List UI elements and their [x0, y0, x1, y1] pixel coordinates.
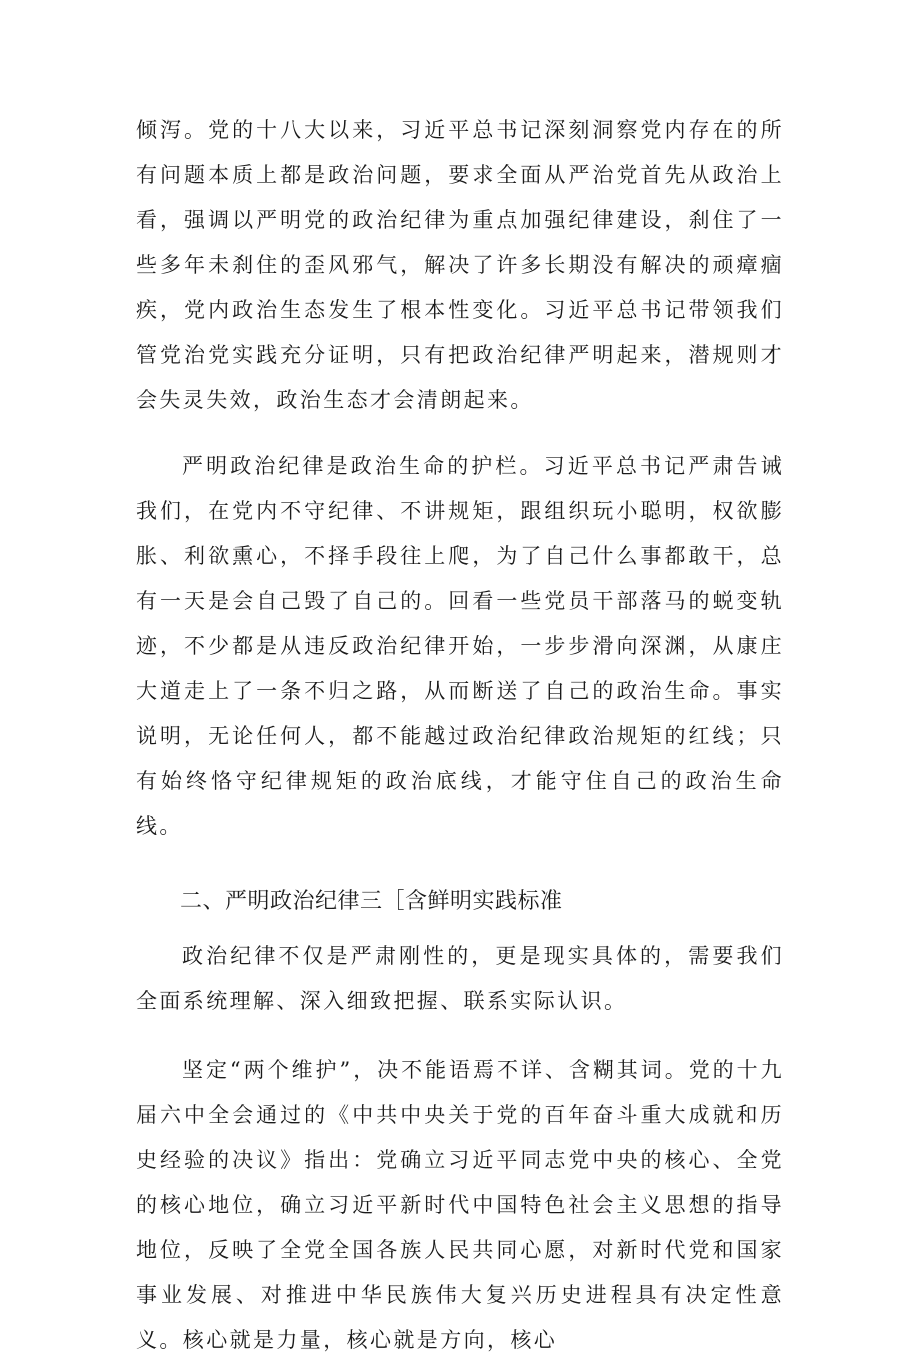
paragraph-section-intro: 政治纪律不仅是严肃刚性的，更是现实具体的，需要我们全面系统理解、深入细致把握、联系实际认识。 [136, 944, 784, 1013]
paragraph-continuation: 倾泻。党的十八大以来，习近平总书记深刻洞察党内存在的所有问题本质上都是政治问题，要求全面从严治党首先从政治上看，强调以严明党的政治纪律为重点加强纪律建设，刹住了一些多年未刹住的歪风邪气，解决了许多长期没有解决的顽瘴痼疾，党内政治生态发生了根本性变化。习近平总书记带领我们管党治党实践充分证明，只有把政治纪律严明起来，潜规则才会失灵失效，政治生态才会清朗起来。 [136, 118, 784, 412]
paragraph-political-lifeline: 严明政治纪律是政治生命的护栏。习近平总书记严肃告诫我们，在党内不守纪律、不讲规矩，跟组织玩小聪明，权欲膨胀、利欲熏心，不择手段往上爬，为了自己什么事都敢干，总有一天是会自己毁了自己的。回看一些党员干部落马的蜕变轨迹，不少都是从违反政治纪律开始，一步步滑向深渊，从康庄大道走上了一条不归之路，从而断送了自己的政治生命。事实说明，无论任何人，都不能越过政治纪律政治规矩的红线；只有始终恪守纪律规矩的政治底线，才能守住自己的政治生命线。 [136, 454, 784, 838]
paragraph-two-upholds: 坚定“两个维护”，决不能语焉不详、含糊其词。党的十九届六中全会通过的《中共中央关于党的百年奋斗重大成就和历史经验的决议》指出：党确立习近平同志党中央的核心、全党的核心地位，确立习近平新时代中国特色社会主义思想的指导地位，反映了全党全国各族人民共同心愿，对新时代党和国家事业发展、对推进中华民族伟大复兴历史进程具有决定性意义。核心就是力量，核心就是方向，核心 [136, 1058, 784, 1352]
section-heading: 二、严明政治纪律三［含鲜明实践标准 [180, 889, 563, 914]
document-body [136, 108, 784, 1363]
